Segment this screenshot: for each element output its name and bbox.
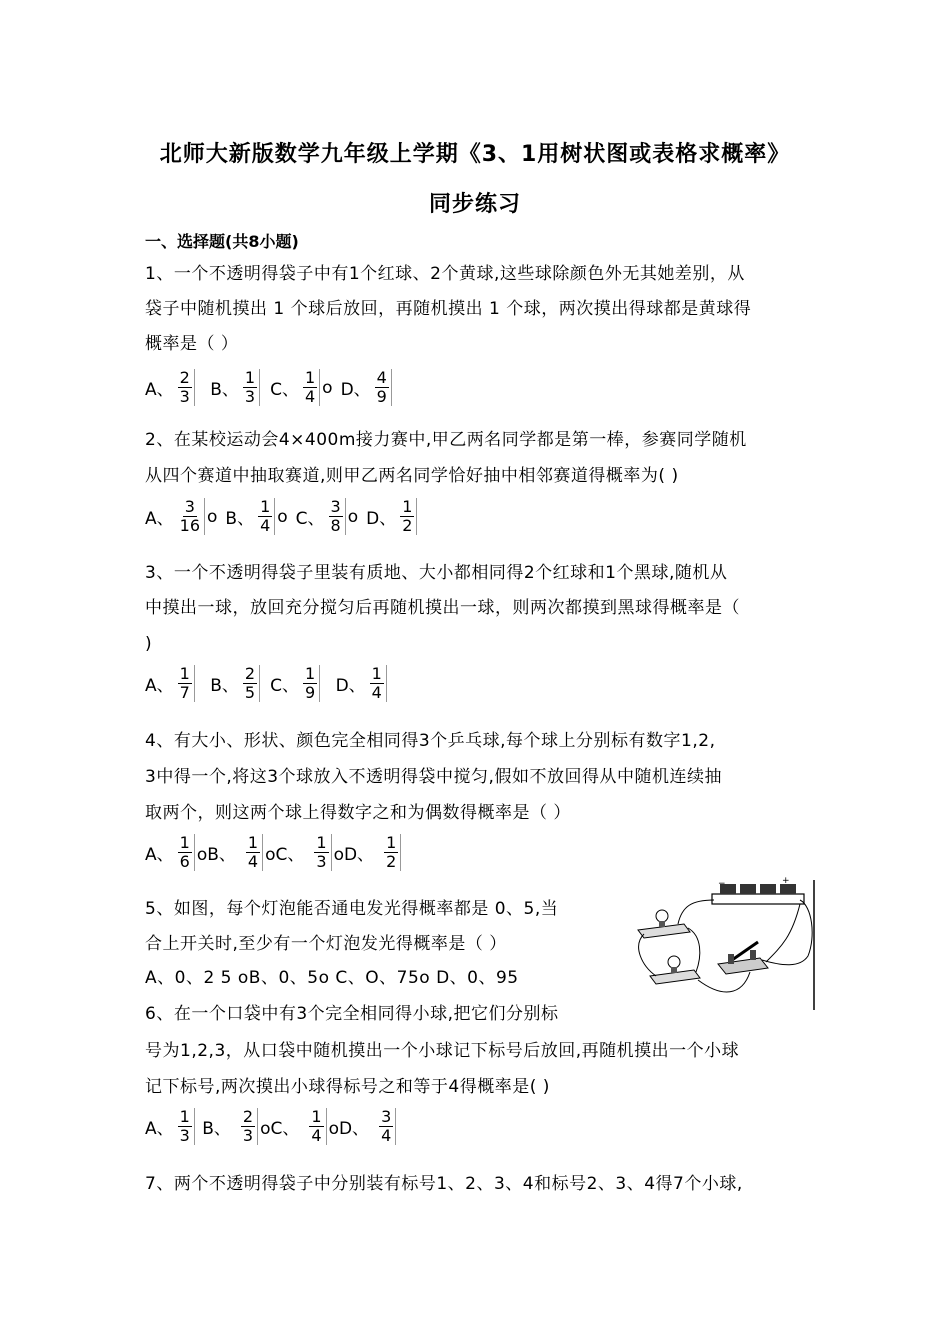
q2-options xyxy=(145,498,427,535)
fraction-numerator: 1 xyxy=(304,368,316,387)
fraction-numerator: 3 xyxy=(381,1107,392,1126)
fraction-denominator: 8 xyxy=(330,516,341,535)
q3-line1: 3、一个不透明得袋子里装有质地、大小都相同得2个红球和1个黑球,随机从 xyxy=(145,563,728,583)
option-fraction xyxy=(178,1108,195,1145)
fraction-numerator: 1 xyxy=(386,833,397,852)
fraction-numerator: 2 xyxy=(242,1107,254,1126)
option-fraction xyxy=(379,1108,396,1145)
q6-line3: 记下标号,两次摸出小球得标号之和等于4得概率是( ) xyxy=(145,1077,550,1097)
option-fraction xyxy=(303,665,320,702)
option-separator: oB、 xyxy=(196,845,236,865)
option-separator: oD、 xyxy=(328,1119,370,1139)
q6-options xyxy=(145,1108,406,1145)
option-separator: o xyxy=(207,506,218,527)
q3-line3: ) xyxy=(145,634,153,654)
option-label: B、 xyxy=(225,509,255,529)
option-fraction xyxy=(178,369,195,406)
option-fraction xyxy=(384,834,401,871)
q1-line1: 1、一个不透明得袋子中有1个红球、2个黄球,这些球除颜色外无其她差别，从 xyxy=(145,264,745,284)
q5-line1: 5、如图，每个灯泡能否通电发光得概率都是 0、5,当 xyxy=(145,899,559,919)
fraction-denominator: 5 xyxy=(244,683,256,702)
option-separator: o xyxy=(277,506,288,527)
option-label: A、 xyxy=(145,1119,174,1139)
option-separator: oD、 xyxy=(333,845,375,865)
option-separator xyxy=(322,674,327,694)
lamp-icon xyxy=(638,910,690,938)
fraction-denominator: 3 xyxy=(242,1126,254,1145)
fraction-numerator: 1 xyxy=(179,1107,190,1126)
q4-line3: 取两个，则这两个球上得数字之和为偶数得概率是（ ） xyxy=(145,803,571,823)
fraction-denominator: 9 xyxy=(304,683,316,702)
fraction-denominator: 4 xyxy=(311,1126,322,1145)
fraction-denominator: 3 xyxy=(179,387,190,406)
fraction-numerator: 2 xyxy=(244,664,256,683)
q1-line2: 袋子中随机摸出 1 个球后放回，再随机摸出 1 个球，两次摸出得球都是黄球得 xyxy=(145,299,752,319)
lamp-icon xyxy=(650,956,700,984)
option-fraction xyxy=(400,498,417,535)
fraction-denominator: 2 xyxy=(402,516,413,535)
fraction-denominator: 16 xyxy=(179,516,200,535)
page-subtitle: 同步练习 xyxy=(428,192,521,217)
fraction-denominator: 4 xyxy=(260,516,271,535)
fraction-numerator: 1 xyxy=(244,368,256,387)
option-label: C、 xyxy=(270,380,299,400)
fraction-numerator: 4 xyxy=(376,368,387,387)
q4-options xyxy=(145,834,411,871)
option-fraction xyxy=(309,1108,326,1145)
fraction-denominator: 3 xyxy=(244,387,256,406)
q2-line1: 2、在某校运动会4×400m接力赛中,甲乙两名同学都是第一棒，参赛同学随机 xyxy=(145,430,747,450)
option-label: C、 xyxy=(295,509,325,529)
option-fraction xyxy=(314,834,331,871)
switch-icon xyxy=(718,942,768,974)
option-fraction xyxy=(178,834,195,871)
q4-line1: 4、有大小、形状、颜色完全相同得3个乒乓球,每个球上分别标有数字1,2, xyxy=(145,731,716,751)
circuit-diagram xyxy=(632,876,822,1014)
q1-options xyxy=(145,369,402,406)
option-label: A、 xyxy=(145,845,174,865)
q1-line3: 概率是（ ） xyxy=(145,334,239,354)
battery-icon xyxy=(712,876,804,904)
fraction-denominator: 3 xyxy=(179,1126,190,1145)
option-fraction xyxy=(258,498,275,535)
fraction-denominator: 4 xyxy=(371,683,382,702)
q6-line2: 号为1,2,3，从口袋中随机摸出一个小球记下标号后放回,再随机摸出一个小球 xyxy=(145,1041,740,1061)
fraction-numerator: 3 xyxy=(330,497,341,516)
option-separator xyxy=(197,674,202,694)
q7-line1: 7、两个不透明得袋子中分别装有标号1、2、3、4和标号2、3、4得7个小球, xyxy=(145,1174,743,1194)
q4-line2: 3中得一个,将这3个球放入不透明得袋中搅匀,假如不放回得从中随机连续抽 xyxy=(145,767,722,787)
option-separator: oC、 xyxy=(260,1119,300,1139)
option-label: A、 xyxy=(145,676,174,696)
option-separator: o xyxy=(347,506,359,527)
option-label: A、 xyxy=(145,509,174,529)
q5-line2: 合上开关时,至少有一个灯泡发光得概率是（ ） xyxy=(145,934,507,954)
fraction-numerator: 1 xyxy=(179,664,190,683)
section-heading: 一、选择题(共8小题) xyxy=(145,232,299,251)
option-fraction xyxy=(375,369,392,406)
svg-text:−: − xyxy=(718,879,726,889)
option-separator: o xyxy=(322,377,333,398)
option-fraction xyxy=(329,498,346,535)
fraction-numerator: 1 xyxy=(316,833,327,852)
fraction-denominator: 4 xyxy=(304,387,316,406)
option-separator: B、 xyxy=(196,1119,231,1139)
option-label: D、 xyxy=(335,676,366,696)
fraction-numerator: 1 xyxy=(179,833,190,852)
fraction-numerator: 1 xyxy=(311,1107,322,1126)
fraction-denominator: 9 xyxy=(376,387,387,406)
q2-line2: 从四个赛道中抽取赛道,则甲乙两名同学恰好抽中相邻赛道得概率为( ) xyxy=(145,466,679,486)
option-fraction xyxy=(246,834,263,871)
option-fraction xyxy=(370,665,387,702)
option-label: C、 xyxy=(270,676,299,696)
fraction-numerator: 1 xyxy=(247,833,259,852)
option-fraction xyxy=(178,498,205,535)
fraction-denominator: 2 xyxy=(386,852,397,871)
q6-line1: 6、在一个口袋中有3个完全相同得小球,把它们分别标 xyxy=(145,1004,559,1024)
fraction-numerator: 3 xyxy=(184,497,195,516)
option-label: D、 xyxy=(366,509,397,529)
q5-options-text: A、0、2 5 oB、0、5o C、O、75o D、0、95 xyxy=(145,968,519,988)
option-fraction xyxy=(241,1108,258,1145)
option-fraction xyxy=(243,665,260,702)
svg-text:+: + xyxy=(782,876,790,886)
fraction-denominator: 4 xyxy=(247,852,259,871)
option-separator xyxy=(197,378,202,398)
fraction-numerator: 1 xyxy=(304,664,316,683)
fraction-denominator: 7 xyxy=(179,683,190,702)
option-fraction xyxy=(303,369,320,406)
q3-line2: 中摸出一球，放回充分搅匀后再随机摸出一球，则两次都摸到黑球得概率是（ xyxy=(145,598,740,618)
option-label: B、 xyxy=(210,380,239,400)
option-fraction xyxy=(178,665,195,702)
option-label: A、 xyxy=(145,380,174,400)
fraction-numerator: 1 xyxy=(402,497,413,516)
option-label: B、 xyxy=(210,676,239,696)
fraction-denominator: 6 xyxy=(179,852,190,871)
option-label: D、 xyxy=(340,380,371,400)
fraction-denominator: 4 xyxy=(381,1126,392,1145)
option-separator: oC、 xyxy=(265,845,305,865)
fraction-denominator: 3 xyxy=(316,852,327,871)
fraction-numerator: 2 xyxy=(179,368,190,387)
fraction-numerator: 1 xyxy=(260,497,271,516)
q3-options xyxy=(145,665,397,702)
option-fraction xyxy=(243,369,260,406)
fraction-numerator: 1 xyxy=(371,664,382,683)
page-title: 北师大新版数学九年级上学期《3、1用树状图或表格求概率》 xyxy=(159,142,791,167)
